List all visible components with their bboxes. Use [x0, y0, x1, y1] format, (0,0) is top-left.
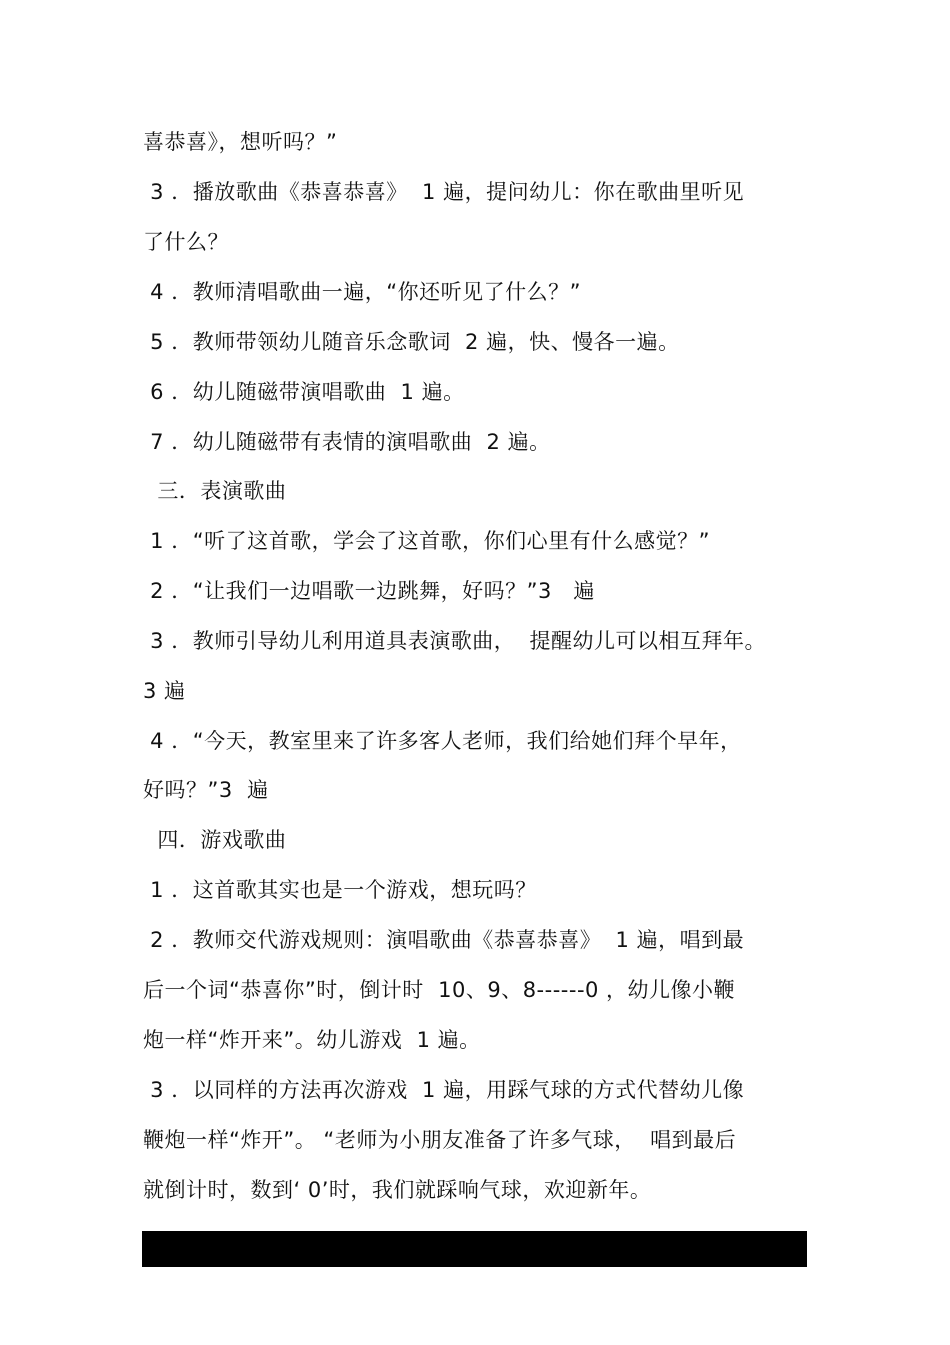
text-line: 3 ．以同样的方法再次游戏 1 遍，用踩气球的方式代替幼儿像 — [143, 1078, 745, 1102]
text-line: 3 ．教师引导幼儿利用道具表演歌曲， 提醒幼儿可以相互拜年。 — [143, 629, 767, 653]
text-line: 1 ．这首歌其实也是一个游戏，想玩吗？ — [143, 878, 537, 902]
text-line: 1 ．“听了这首歌，学会了这首歌，你们心里有什么感觉？” — [143, 529, 710, 553]
text-line: 了什么？ — [143, 230, 229, 254]
text-line: 就倒计时，数到‘ 0’时，我们就踩响气球，欢迎新年。 — [143, 1178, 652, 1202]
text-line: 4 ．教师清唱歌曲一遍，“你还听见了什么？” — [143, 280, 581, 304]
section-heading: 四．游戏歌曲 — [143, 828, 287, 852]
text-line: 后一个词“恭喜你”时，倒计时 10、9、8------0 ，幼儿像小鞭 — [143, 978, 736, 1002]
section-heading: 三．表演歌曲 — [143, 479, 287, 503]
text-line: 3 ．播放歌曲《恭喜恭喜》 1 遍，提问幼儿：你在歌曲里听见 — [143, 180, 745, 204]
text-line: 6 ．幼儿随磁带演唱歌曲 1 遍。 — [143, 380, 465, 404]
text-line: 鞭炮一样“炸开”。 “老师为小朋友准备了许多气球， 唱到最后 — [143, 1128, 737, 1152]
black-footer-bar — [142, 1231, 807, 1267]
text-line: 喜恭喜》，想听吗？” — [143, 130, 338, 154]
text-line: 4 ．“今天，教室里来了许多客人老师，我们给她们拜个早年， — [143, 729, 742, 753]
text-line: 好吗？”3 遍 — [143, 778, 269, 802]
text-line: 2 ．“让我们一边唱歌一边跳舞，好吗？”3 遍 — [143, 579, 595, 603]
text-line: 7 ．幼儿随磁带有表情的演唱歌曲 2 遍。 — [143, 430, 551, 454]
text-line: 5 ．教师带领幼儿随音乐念歌词 2 遍，快、慢各一遍。 — [143, 330, 680, 354]
text-line: 3 遍 — [143, 679, 186, 703]
text-line: 2 ．教师交代游戏规则：演唱歌曲《恭喜恭喜》 1 遍，唱到最 — [143, 928, 745, 952]
text-line: 炮一样“炸开来”。幼儿游戏 1 遍。 — [143, 1028, 481, 1052]
